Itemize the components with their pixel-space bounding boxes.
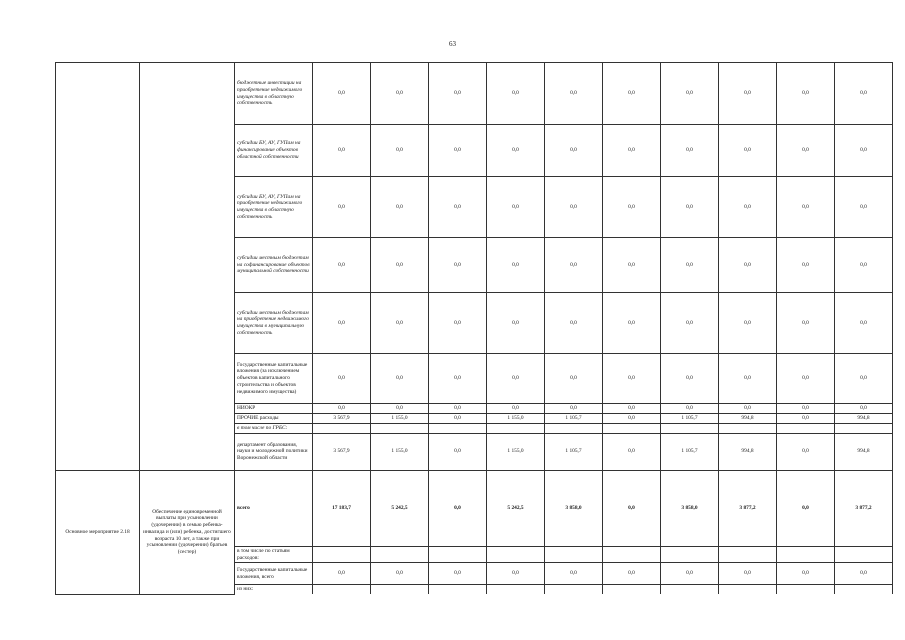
value-cell: 1 105,7	[661, 414, 719, 424]
value-cell	[835, 424, 893, 434]
value-cell: 0,0	[719, 63, 777, 125]
value-cell: 0,0	[545, 125, 603, 177]
value-cell: 1 105,7	[661, 433, 719, 470]
value-cell: 0,0	[661, 563, 719, 585]
value-cell: 0,0	[429, 470, 487, 546]
value-cell: 0,0	[313, 177, 371, 238]
value-cell: 0,0	[603, 293, 661, 354]
value-cell: 0,0	[429, 125, 487, 177]
value-cell	[545, 546, 603, 563]
value-cell: 0,0	[661, 238, 719, 293]
value-cell: 17 183,7	[313, 470, 371, 546]
value-cell	[487, 424, 545, 434]
value-cell: 0,0	[429, 293, 487, 354]
value-cell	[603, 424, 661, 434]
value-cell: 0,0	[835, 63, 893, 125]
event-label: Основное мероприятие 2.18	[56, 470, 140, 594]
value-cell: 0,0	[371, 404, 429, 414]
value-cell: 3 858,0	[661, 470, 719, 546]
row-label: департамент образования, науки и молодежной политики Воронежской области	[235, 433, 313, 470]
value-cell	[603, 585, 661, 594]
value-cell: 994,8	[719, 433, 777, 470]
value-cell: 0,0	[777, 404, 835, 414]
row-label: в том числе по статьям расходов:	[235, 546, 313, 563]
value-cell: 3 877,2	[835, 470, 893, 546]
value-cell: 0,0	[603, 354, 661, 404]
value-cell	[835, 585, 893, 594]
row-label: субсидии местным бюджетам на софинансирование объектов муниципальной собственности	[235, 238, 313, 293]
value-cell: 0,0	[313, 404, 371, 414]
value-cell: 0,0	[313, 63, 371, 125]
value-cell	[719, 424, 777, 434]
value-cell: 0,0	[661, 293, 719, 354]
value-cell: 0,0	[545, 177, 603, 238]
value-cell: 0,0	[371, 354, 429, 404]
value-cell: 0,0	[603, 414, 661, 424]
value-cell: 0,0	[603, 238, 661, 293]
value-cell: 0,0	[719, 563, 777, 585]
value-cell: 0,0	[835, 238, 893, 293]
value-cell: 0,0	[603, 125, 661, 177]
value-cell	[487, 546, 545, 563]
row-label: всего	[235, 470, 313, 546]
value-cell: 3 567,9	[313, 433, 371, 470]
value-cell: 0,0	[371, 293, 429, 354]
value-cell: 0,0	[545, 238, 603, 293]
value-cell: 0,0	[719, 125, 777, 177]
value-cell: 0,0	[603, 433, 661, 470]
value-cell: 0,0	[661, 177, 719, 238]
value-cell: 0,0	[661, 354, 719, 404]
row-label: в том числе по ГРБС:	[235, 424, 313, 434]
value-cell: 0,0	[777, 238, 835, 293]
value-cell: 1 105,7	[545, 433, 603, 470]
value-cell: 0,0	[371, 563, 429, 585]
value-cell: 0,0	[429, 433, 487, 470]
value-cell: 0,0	[661, 63, 719, 125]
event-description: Обеспечение единовременной выплаты при усыновлении (удочерении) в семью ребенка-инвалида и (или) ребенка, достигшего возраста 10 лет, а также при усыновлении (удочерении) братьев (сестер)	[140, 470, 235, 594]
value-cell: 0,0	[777, 414, 835, 424]
value-cell: 0,0	[313, 238, 371, 293]
value-cell: 0,0	[487, 63, 545, 125]
value-cell: 0,0	[603, 63, 661, 125]
value-cell	[661, 424, 719, 434]
event-cell-prev	[56, 63, 140, 471]
value-cell	[545, 585, 603, 594]
value-cell: 994,8	[835, 414, 893, 424]
value-cell: 0,0	[371, 238, 429, 293]
value-cell: 0,0	[545, 354, 603, 404]
value-cell: 0,0	[313, 293, 371, 354]
value-cell: 0,0	[835, 125, 893, 177]
table-row	[56, 63, 893, 125]
value-cell	[371, 585, 429, 594]
value-cell: 3 877,2	[719, 470, 777, 546]
value-cell: 0,0	[429, 414, 487, 424]
value-cell: 0,0	[719, 177, 777, 238]
value-cell: 0,0	[545, 563, 603, 585]
value-cell: 0,0	[777, 125, 835, 177]
value-cell: 0,0	[487, 177, 545, 238]
value-cell: 0,0	[429, 354, 487, 404]
value-cell: 0,0	[545, 404, 603, 414]
value-cell	[313, 585, 371, 594]
value-cell: 3 858,0	[545, 470, 603, 546]
value-cell: 0,0	[719, 404, 777, 414]
value-cell: 0,0	[429, 177, 487, 238]
value-cell: 0,0	[719, 293, 777, 354]
value-cell: 994,8	[835, 433, 893, 470]
row-label: Государственные капитальные вложения, всего	[235, 563, 313, 585]
row-label: из них:	[235, 585, 313, 594]
value-cell: 0,0	[429, 563, 487, 585]
value-cell: 5 242,5	[487, 470, 545, 546]
value-cell: 0,0	[313, 563, 371, 585]
value-cell: 0,0	[777, 293, 835, 354]
value-cell: 0,0	[835, 354, 893, 404]
value-cell	[661, 585, 719, 594]
value-cell	[313, 424, 371, 434]
value-cell: 5 242,5	[371, 470, 429, 546]
value-cell	[429, 585, 487, 594]
row-label: НИОКР	[235, 404, 313, 414]
value-cell: 0,0	[429, 63, 487, 125]
value-cell	[777, 546, 835, 563]
value-cell	[777, 585, 835, 594]
value-cell: 0,0	[835, 293, 893, 354]
value-cell: 0,0	[371, 63, 429, 125]
row-label: субсидии БУ, АУ, ГУПам на финансирование объектов областной собственности	[235, 125, 313, 177]
value-cell: 0,0	[777, 354, 835, 404]
row-label: бюджетные инвестиции на приобретение недвижимого имущества в областную собственность	[235, 63, 313, 125]
value-cell: 1 155,0	[371, 414, 429, 424]
value-cell	[719, 585, 777, 594]
value-cell	[661, 546, 719, 563]
row-label: субсидии БУ, АУ, ГУПам на приобретение недвижимого имущества в областную собственность	[235, 177, 313, 238]
value-cell: 994,8	[719, 414, 777, 424]
row-label: ПРОЧИЕ расходы	[235, 414, 313, 424]
value-cell	[429, 424, 487, 434]
value-cell	[545, 424, 603, 434]
value-cell: 0,0	[719, 354, 777, 404]
page-number: 63	[449, 40, 456, 48]
value-cell: 0,0	[661, 125, 719, 177]
value-cell: 0,0	[777, 433, 835, 470]
value-cell: 0,0	[429, 238, 487, 293]
value-cell	[835, 546, 893, 563]
value-cell: 0,0	[313, 354, 371, 404]
value-cell: 3 567,9	[313, 414, 371, 424]
value-cell	[777, 424, 835, 434]
value-cell: 1 155,0	[487, 433, 545, 470]
value-cell: 0,0	[777, 63, 835, 125]
value-cell	[429, 546, 487, 563]
value-cell	[371, 424, 429, 434]
value-cell	[371, 546, 429, 563]
value-cell: 0,0	[835, 404, 893, 414]
desc-cell-prev	[140, 63, 235, 471]
value-cell: 0,0	[487, 238, 545, 293]
value-cell: 1 155,0	[371, 433, 429, 470]
value-cell: 0,0	[603, 177, 661, 238]
value-cell: 0,0	[487, 404, 545, 414]
row-label: Государственные капитальные вложения (за исключением объектов капитального строительства и объектов недвижимого имущества)	[235, 354, 313, 404]
row-label: субсидии местным бюджетам на приобретение недвижимого имущества в муниципальную собственность	[235, 293, 313, 354]
value-cell: 0,0	[487, 293, 545, 354]
value-cell: 0,0	[429, 404, 487, 414]
value-cell: 0,0	[603, 404, 661, 414]
value-cell	[487, 585, 545, 594]
value-cell: 0,0	[719, 238, 777, 293]
value-cell: 0,0	[487, 354, 545, 404]
value-cell: 0,0	[371, 177, 429, 238]
value-cell: 1 105,7	[545, 414, 603, 424]
value-cell: 0,0	[371, 125, 429, 177]
value-cell: 0,0	[313, 125, 371, 177]
value-cell: 0,0	[487, 125, 545, 177]
value-cell: 0,0	[777, 470, 835, 546]
value-cell: 0,0	[661, 404, 719, 414]
value-cell: 1 155,0	[487, 414, 545, 424]
value-cell	[719, 546, 777, 563]
value-cell	[313, 546, 371, 563]
value-cell: 0,0	[545, 63, 603, 125]
value-cell: 0,0	[835, 563, 893, 585]
table-row	[56, 470, 893, 546]
value-cell	[603, 546, 661, 563]
value-cell: 0,0	[777, 177, 835, 238]
value-cell: 0,0	[603, 470, 661, 546]
value-cell: 0,0	[603, 563, 661, 585]
value-cell: 0,0	[777, 563, 835, 585]
value-cell: 0,0	[487, 563, 545, 585]
value-cell: 0,0	[545, 293, 603, 354]
value-cell: 0,0	[835, 177, 893, 238]
budget-table	[55, 62, 893, 595]
